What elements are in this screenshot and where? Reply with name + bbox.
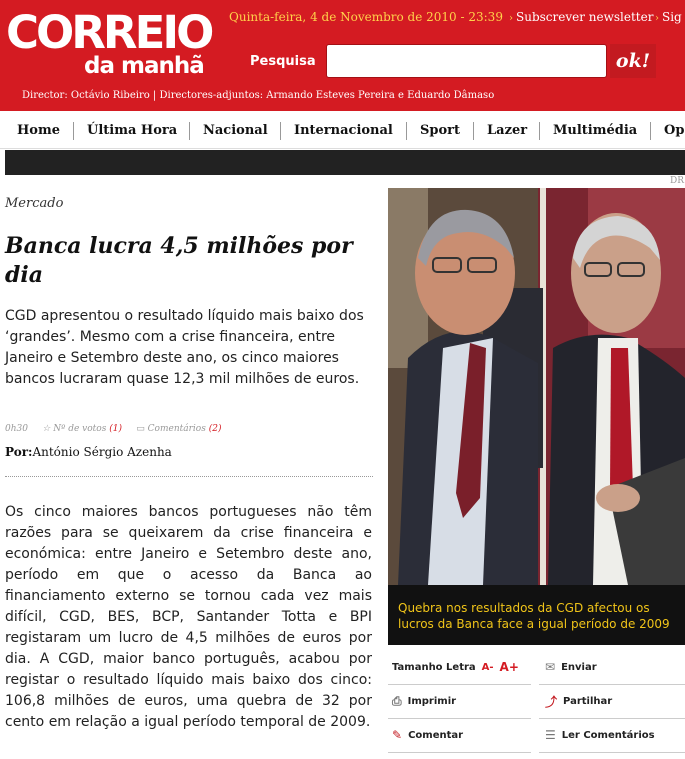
font-size-label: Tamanho Letra: [392, 661, 476, 673]
arrow-icon: ›: [655, 13, 659, 24]
main-nav: [0, 111, 685, 149]
current-date: Quinta-feira, 4 de Novembro de 2010 - 23:39: [229, 10, 503, 24]
subscribe-label: Subscrever newsletter: [516, 10, 654, 24]
nav-opiniao[interactable]: Op: [664, 123, 685, 138]
article-headline: Banca lucra 4,5 milhões por dia: [5, 233, 353, 288]
arrow-icon: ›: [509, 13, 513, 24]
nav-multimedia[interactable]: Multimédia: [553, 123, 638, 138]
site-header: [0, 0, 685, 111]
read-comments-tool[interactable]: [545, 720, 655, 750]
send-tool[interactable]: [545, 652, 597, 682]
votes-link[interactable]: [53, 424, 122, 434]
article-byline: [5, 445, 172, 459]
share-tool[interactable]: [545, 686, 612, 716]
article-lead: CGD apresentou o resultado líquido mais baixo dos ‘grandes’. Mesmo com a crise financeira, entre Janeiro e Setembro deste ano, os cinco maiores bancos lucraram quase 12,3 mil milhões de euros.: [5, 308, 364, 387]
decrease-font-button[interactable]: A-: [481, 661, 494, 673]
font-size-tool: [392, 652, 519, 682]
search-ok-button[interactable]: ok!: [610, 44, 656, 78]
photo-caption: Quebra nos resultados da CGD afectou os lucros da Banca face a igual período de 2009: [398, 601, 670, 631]
logo-line2: da manhã: [84, 53, 204, 79]
votes-label: Nº de votos: [53, 424, 107, 434]
votes-count: (1): [109, 424, 122, 434]
increase-font-button[interactable]: A+: [499, 660, 519, 674]
print-label: Imprimir: [407, 695, 457, 707]
search-label: Pesquisa: [250, 54, 316, 69]
nav-divider: [280, 122, 281, 140]
star-icon: ☆: [42, 424, 51, 434]
comment-label: Comentar: [408, 729, 464, 741]
nav-divider: [189, 122, 190, 140]
photo-illustration: [388, 188, 685, 585]
sign-label: Sig: [662, 10, 682, 24]
speech-bubble-icon: ☰: [545, 728, 556, 742]
nav-divider: [73, 122, 74, 140]
nav-divider: [650, 122, 651, 140]
sign-link[interactable]: [655, 10, 682, 24]
printer-icon: ⎙: [392, 693, 402, 708]
comments-label: Comentários: [147, 424, 206, 434]
share-label: Partilhar: [563, 695, 613, 707]
article-photo[interactable]: [388, 188, 685, 585]
comment-icon: ✎: [392, 728, 403, 742]
article-time: 0h30: [5, 424, 28, 434]
tool-divider: [388, 718, 531, 719]
send-label: Enviar: [561, 661, 597, 673]
subscribe-newsletter-link[interactable]: [509, 10, 653, 24]
comment-bubble-icon: ▭: [136, 424, 145, 434]
tool-divider: [539, 718, 685, 719]
tool-divider: [539, 752, 685, 753]
tool-divider: [388, 752, 531, 753]
nav-ultima-hora[interactable]: Última Hora: [87, 123, 178, 138]
nav-divider: [473, 122, 474, 140]
comment-tool[interactable]: [392, 720, 463, 750]
logo-line1: CORREIO: [6, 6, 212, 59]
correio-da-manha-logo[interactable]: [6, 8, 211, 84]
article-body: Os cinco maiores bancos portugueses não têm razões para se queixarem da crise financeira e económica: entre Janeiro e Setembro deste ano, período em que o acesso da Banca ao financiamento externo se tornou cada vez mais difícil, CGD, BES, BCP, Santander Totta e BPI registaram um lucro de 4,5 milhões de euros por dia. A CGD, maior banco português, acabou por registar o resultado líquido mais baixo dos cinco: 106,8 milhões de euros, uma quebra de 32 por cento em relação a igual período temporal de 2009.: [5, 504, 372, 730]
subnav-bar: [5, 150, 685, 175]
nav-home[interactable]: Home: [17, 123, 60, 138]
nav-divider: [406, 122, 407, 140]
envelope-icon: ✉: [545, 660, 556, 674]
share-icon: ⤴: [545, 694, 558, 709]
nav-lazer[interactable]: Lazer: [487, 123, 528, 138]
search-input[interactable]: [326, 44, 607, 78]
photo-credit: DR: [670, 176, 684, 186]
byline-prefix: Por:: [5, 445, 33, 459]
nav-divider: [539, 122, 540, 140]
dotted-divider: [5, 476, 373, 477]
section-label[interactable]: Mercado: [5, 196, 64, 211]
nav-internacional[interactable]: Internacional: [294, 123, 393, 138]
article-meta: [5, 424, 221, 434]
tool-divider: [388, 684, 531, 685]
read-comments-label: Ler Comentários: [561, 729, 655, 741]
nav-nacional[interactable]: Nacional: [203, 123, 268, 138]
tool-divider: [539, 684, 685, 685]
comments-link[interactable]: [148, 424, 222, 434]
print-tool[interactable]: [392, 686, 456, 716]
comments-count: (2): [208, 424, 222, 434]
directors-line: Director: Octávio Ribeiro | Directores-adjuntos: Armando Esteves Pereira e Eduardo Dâmaso: [22, 90, 495, 101]
author-name: António Sérgio Azenha: [32, 445, 172, 459]
nav-sport[interactable]: Sport: [420, 123, 461, 138]
